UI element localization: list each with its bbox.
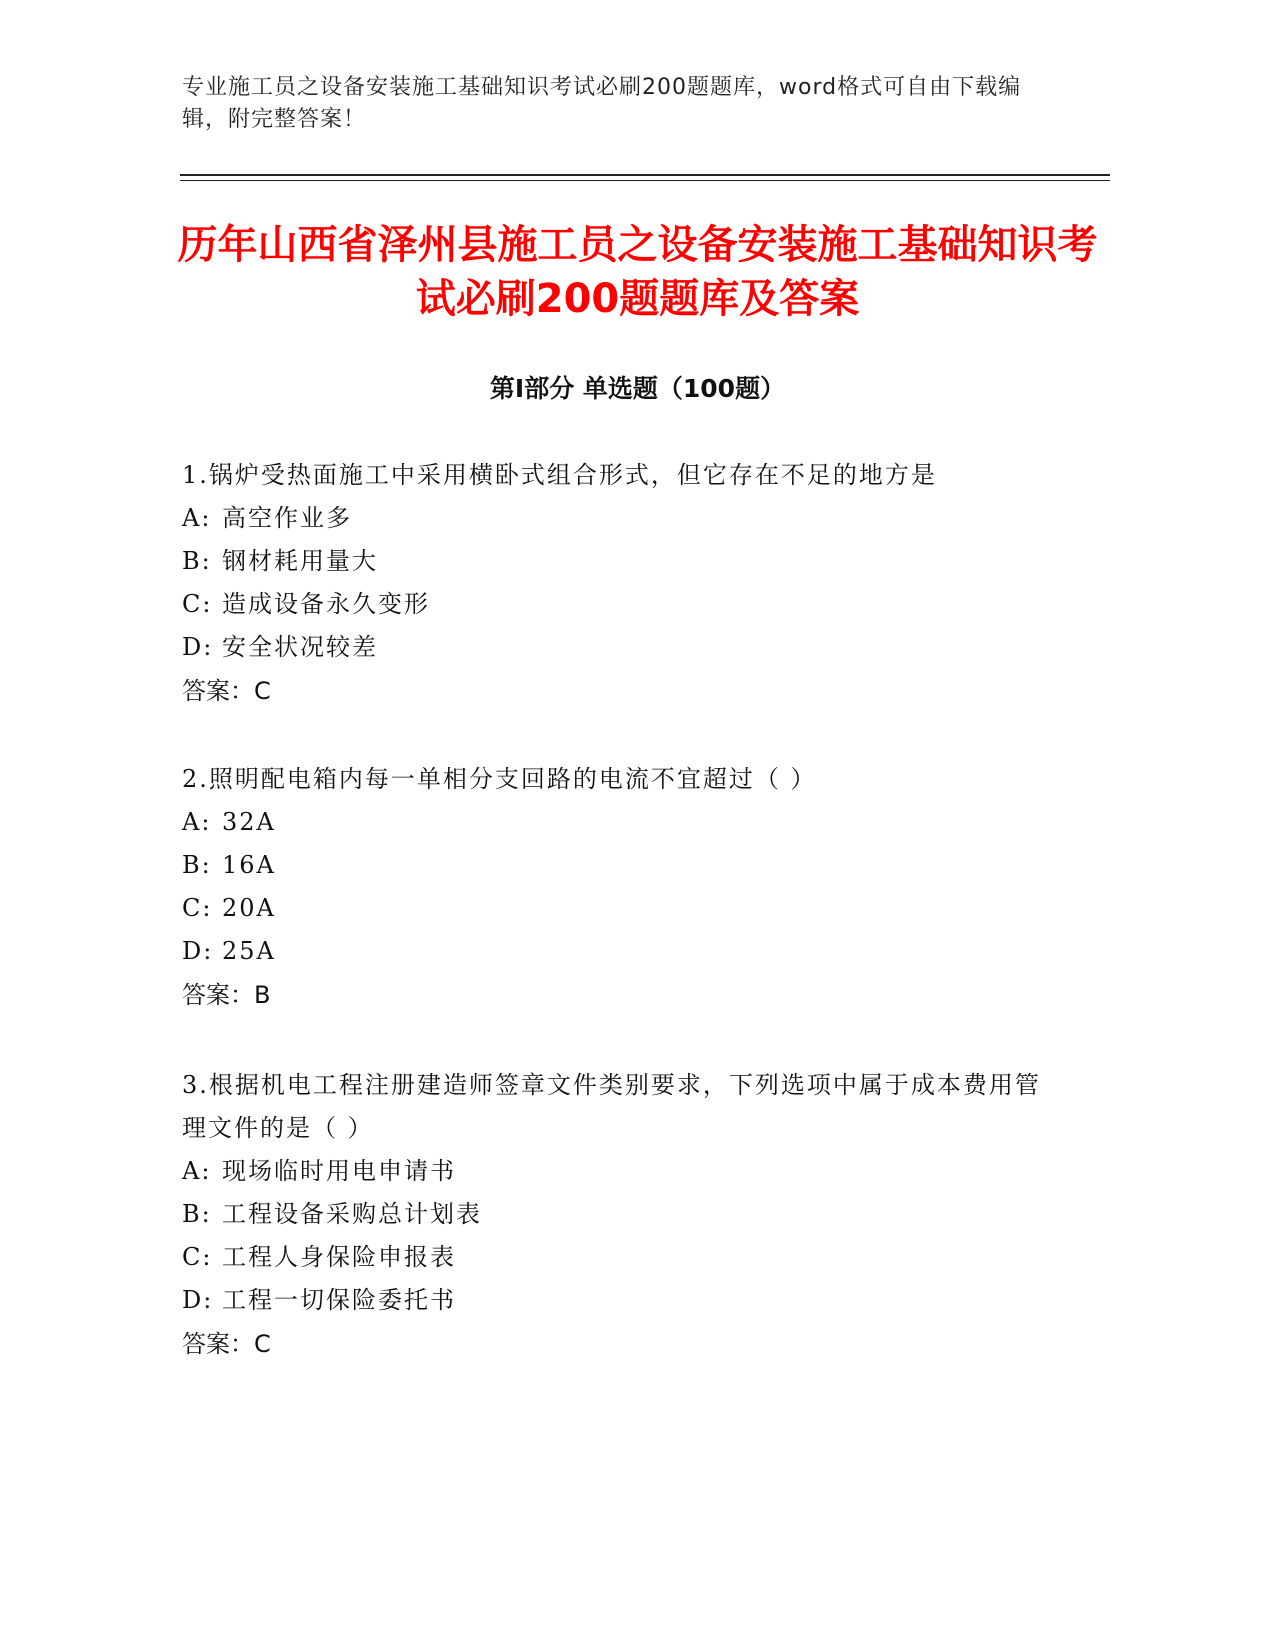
- option-b: [182, 844, 1062, 887]
- option-text: 20A: [222, 894, 276, 922]
- option-key: A:: [182, 808, 212, 836]
- option-b: [182, 540, 1062, 583]
- option-text: 工程一切保险委托书: [222, 1286, 456, 1314]
- question-stem: 1.锅炉受热面施工中采用横卧式组合形式，但它存在不足的地方是: [182, 461, 937, 489]
- option-key: D:: [182, 633, 214, 661]
- section-title: 第Ⅰ部分 单选题（100题）: [489, 374, 786, 403]
- option-key: C:: [182, 894, 213, 922]
- option-key: B:: [182, 1200, 212, 1228]
- question-1: [182, 454, 1062, 713]
- option-text: 32A: [222, 808, 276, 836]
- header-note: 专业施工员之设备安装施工基础知识考试必刷200题题库，word格式可自由下载编辑，附完整答案！: [182, 75, 1022, 132]
- answer: 答案：C: [182, 677, 271, 705]
- option-a: [182, 1150, 1062, 1193]
- option-a: [182, 801, 1062, 844]
- option-text: 钢材耗用量大: [222, 547, 378, 575]
- option-key: D:: [182, 1286, 214, 1314]
- option-key: A:: [182, 1157, 212, 1185]
- header-rule-thick: [180, 174, 1110, 176]
- question-3: [182, 1064, 1062, 1366]
- option-text: 现场临时用电申请书: [222, 1157, 456, 1185]
- answer: 答案：B: [182, 981, 271, 1009]
- question-stem: 2.照明配电箱内每一单相分支回路的电流不宜超过（ ）: [182, 765, 817, 793]
- option-text: 造成设备永久变形: [222, 590, 430, 618]
- option-d: [182, 626, 1062, 669]
- option-d: [182, 1279, 1062, 1322]
- document-title: 历年山西省泽州县施工员之设备安装施工基础知识考试必刷200题题库及答案: [177, 222, 1098, 322]
- option-c: [182, 583, 1062, 626]
- header-rule-thin: [180, 180, 1110, 181]
- option-key: B:: [182, 547, 212, 575]
- option-key: C:: [182, 590, 213, 618]
- option-text: 25A: [222, 937, 276, 965]
- option-a: [182, 497, 1062, 540]
- option-text: 高空作业多: [222, 504, 352, 532]
- option-text: 工程设备采购总计划表: [222, 1200, 482, 1228]
- option-text: 工程人身保险申报表: [222, 1243, 456, 1271]
- option-c: [182, 887, 1062, 930]
- answer: 答案：C: [182, 1330, 271, 1358]
- option-c: [182, 1236, 1062, 1279]
- option-key: C:: [182, 1243, 213, 1271]
- option-key: D:: [182, 937, 214, 965]
- option-d: [182, 930, 1062, 973]
- option-text: 安全状况较差: [222, 633, 378, 661]
- option-key: B:: [182, 851, 212, 879]
- option-text: 16A: [222, 851, 276, 879]
- option-key: A:: [182, 504, 212, 532]
- question-stem: 3.根据机电工程注册建造师签章文件类别要求，下列选项中属于成本费用管理文件的是（ ）: [182, 1071, 1041, 1142]
- option-b: [182, 1193, 1062, 1236]
- question-2: [182, 758, 1062, 1017]
